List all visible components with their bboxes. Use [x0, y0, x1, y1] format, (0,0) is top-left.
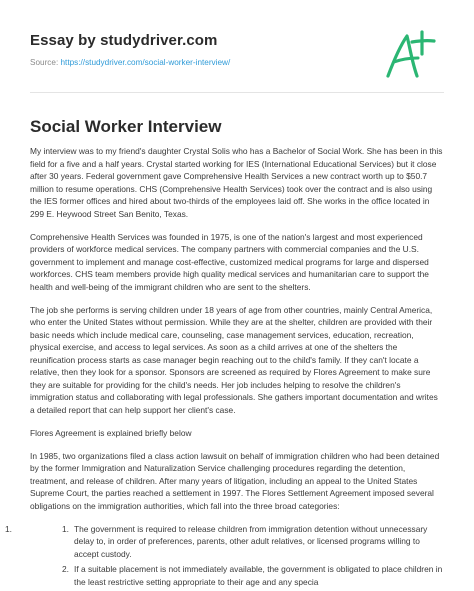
a-plus-logo-icon — [380, 26, 438, 84]
essay-body — [5, 145, 444, 591]
list-item — [62, 563, 444, 588]
list-item-text: If a suitable placement is not immediately available, the government is obligated to place children in the least restrictive setting appropriate to their age and any specia — [74, 564, 443, 587]
list-item — [5, 523, 444, 589]
obligations-list — [5, 523, 444, 589]
list-marker: 1. — [62, 523, 69, 534]
list-item — [62, 523, 444, 561]
list-item-text: The government is required to release children from immigration detention without unnecessary delay to, in order of preferences, parents, other adult relatives, or licensed programs willing to accept custody. — [74, 523, 428, 559]
brand-title: Essay by studydriver.com — [30, 32, 218, 49]
source-link[interactable]: https://studydriver.com/social-worker-interview/ — [60, 58, 231, 67]
header-divider — [30, 92, 444, 93]
nested-list — [62, 523, 444, 589]
source-label: Source: — [30, 58, 61, 67]
list-marker: 2. — [62, 564, 69, 574]
paragraph: Flores Agreement is explained briefly below — [30, 427, 192, 438]
paragraph: In 1985, two organizations filed a class action lawsuit on behalf of immigration children who had been detained by the former Immigration and Naturalization Service challenging procedures regarding the detention, treatment, and release of children. After many years of litigation, including an appeal to the United States Supreme Court, the parties reached a settlement in 1997. The Flores Settlement Agreement imposed several obligations on the immigration authorities, which fall into the three broad categories: — [30, 450, 440, 511]
paragraph: Comprehensive Health Services was founded in 1975, is one of the nation's largest and most experienced providers of workforce medical services. The company partners with commercial companies and the U.S. government to implement and manage cost-effective, customized medical programs for large and dispersed workforces. CHS team members provide high quality medical services and humanitarian care to support the health and well-being of the immigrant children who are sent to the shelters. — [30, 231, 429, 292]
paragraph: The job she performs is serving children under 18 years of age from other countries, mainly Central America, who enter the United States without permission. While they are at the shelter, children are provided with their basic needs which include medical care, counseling, case management services, education, recreation, physical exercise, and access to legal services. As soon as a child arrives at one of the shelters the reunification process starts as case manager begin reaching out to the child's family. If they can't locate a relative, then they look for a sponsor. Sponsors are screened as required by Flores Agreement to make sure they are suitable for providing for the child's needs. Her job includes helping to resolve the children's immigration status and collaborating with legal professionals. She gathers important documentation and writes a detailed report that can help support her client's case. — [30, 304, 438, 415]
paragraph: My interview was to my friend's daughter Crystal Solis who has a Bachelor of Social Work. She has been in this field for a five and a half years. Crystal started working for IES (International Educational Services) but it close after 30 years. Federal government gave Comprehensive Health Services a new contract worth up to $50.7 million to resume operations. CHS (Comprehensive Health Services) took over the contract and is also using the IES former offices and hired about two-thirds of the employees laid off. She works in the office located in 299 E. Heywood Street San Benito, Texas. — [30, 146, 443, 219]
list-marker: 1. — [5, 523, 12, 534]
essay-title: Social Worker Interview — [30, 117, 222, 136]
